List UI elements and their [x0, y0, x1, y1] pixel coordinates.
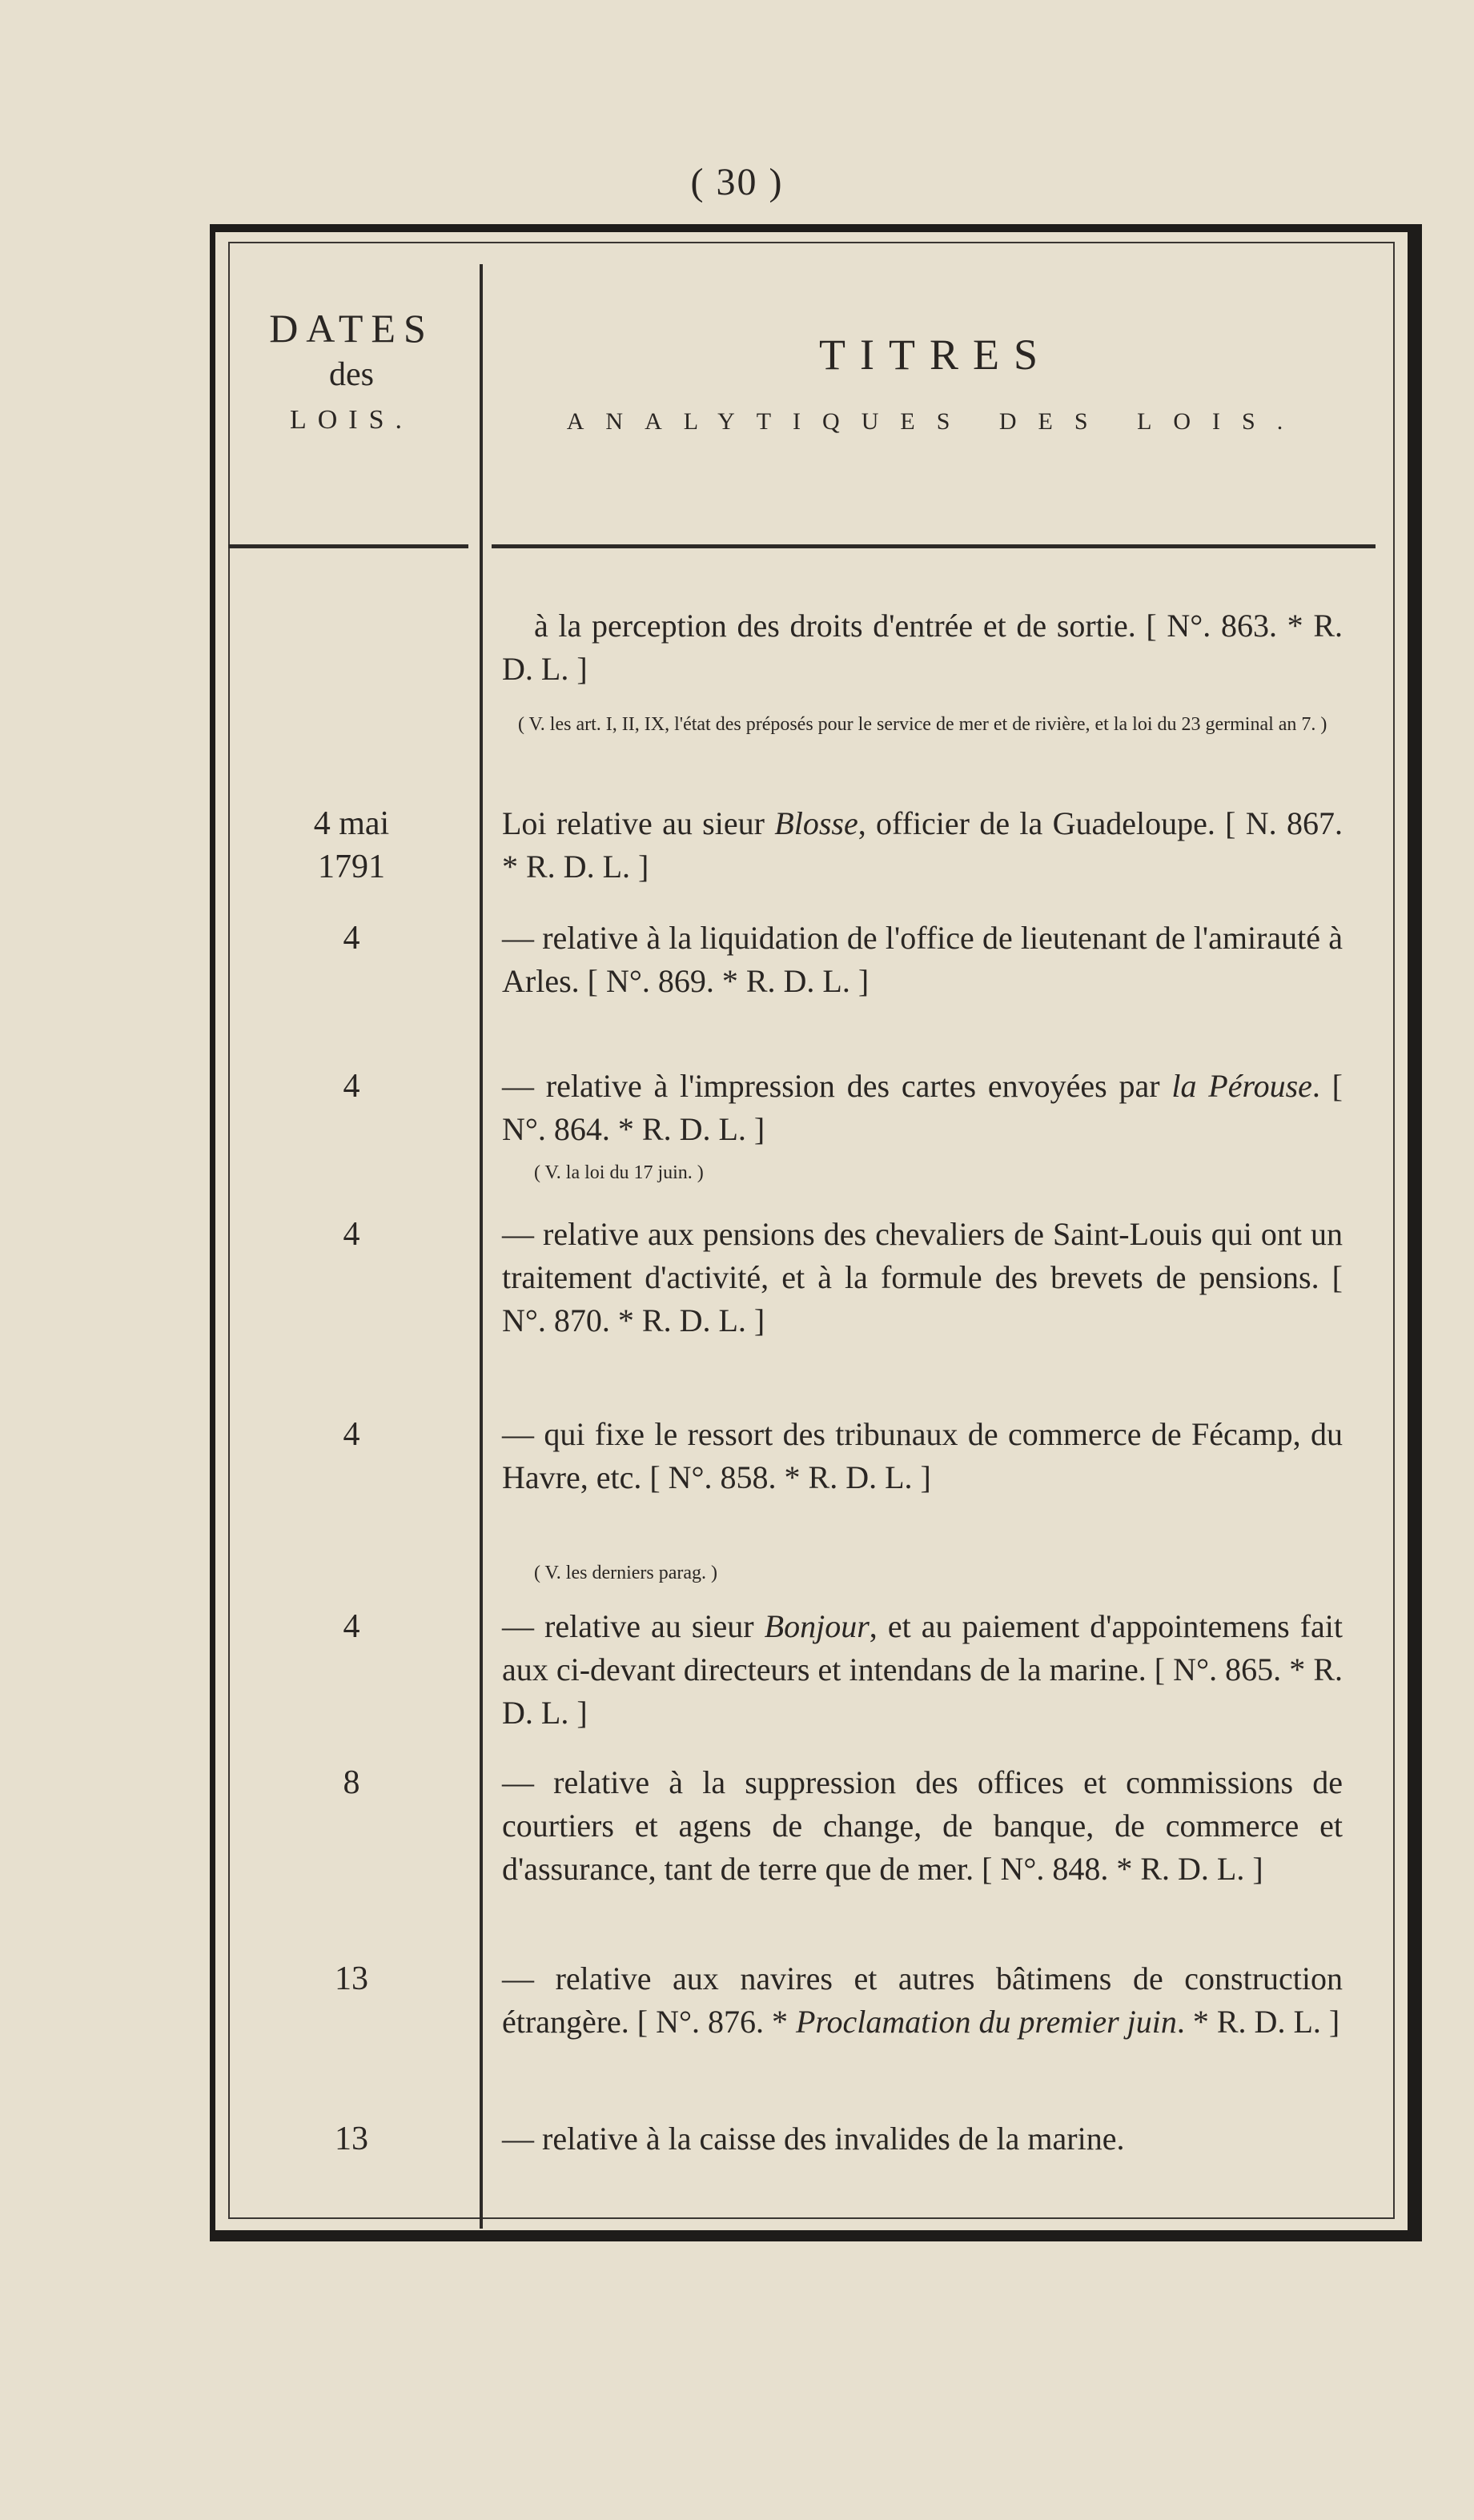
entry-text [502, 1957, 1343, 2044]
dates-column-header [231, 304, 472, 440]
entry-text: — relative à la liquidation de l'office de lieutenant de l'amirauté à Arles. [ N°. 869. * R. D. L. ] [502, 920, 1343, 999]
entry-text: — relative à la suppression des offices et commissions de courtiers et agens de change, de banque, de commerce et d'assurance, tant de terre que de mer. [ N°. 848. * R. D. L. ] [502, 1764, 1343, 1887]
table-frame [210, 224, 1422, 2241]
titles-header-line1: TITRES [819, 331, 1052, 379]
entry-date-year: 1791 [318, 849, 385, 885]
entry-text-italic: la Pérouse [1171, 1068, 1312, 1104]
column-divider [480, 264, 483, 2229]
entry-date: 4 [343, 920, 360, 957]
dates-header-line1: DATES [269, 306, 434, 351]
dates-header-line2: des [329, 356, 374, 393]
entry-text-italic: Blosse [774, 805, 858, 841]
entry-date: 8 [343, 1764, 360, 1801]
entry-text [502, 802, 1343, 889]
entry-text: — relative aux pensions des chevaliers de Saint-Louis qui ont un traitement d'activité, et à la formule des brevets de pensions. [ N°. 870. * R. D. L. ] [502, 1216, 1343, 1338]
entry-text-part: , officier de la Guadeloupe. [ N. 867. * R. D. L. ] [502, 805, 1343, 885]
entry-text: à la perception des droits d'entrée et de sortie. [ N°. 863. * R. D. L. ] [502, 608, 1343, 687]
entry-date: 4 [343, 1216, 360, 1253]
header-rule-right [492, 544, 1376, 548]
entry-text [502, 1605, 1343, 1735]
titles-column-header [496, 328, 1376, 442]
page-number: ( 30 ) [690, 161, 784, 203]
entry-date: 13 [335, 1960, 368, 1997]
entry-text-part: Loi relative au sieur [502, 805, 775, 841]
entry-date [231, 802, 472, 889]
header-rule-left [228, 544, 468, 548]
entry-text: — relative à la caisse des invalides de la marine. [502, 2121, 1125, 2157]
entry-text-part: . * R. D. L. ] [1176, 2004, 1340, 2040]
entry-date-day: 4 mai [313, 805, 390, 842]
entry-note: ( V. la loi du 17 juin. ) [534, 1162, 704, 1183]
entry-date: 13 [335, 2121, 368, 2157]
entry-text-italic: Bonjour [764, 1608, 870, 1644]
entry-text [502, 1065, 1343, 1151]
entry-date: 4 [343, 1416, 360, 1453]
entry-text-part: — relative aux navires et autres bâtimens de construction étrangère. [ N°. 876. * [502, 1960, 1343, 2040]
entry-text-part: . [ N°. 864. * R. D. L. ] [502, 1068, 1343, 1147]
entry-text-part: — relative au sieur [502, 1608, 765, 1644]
entry-note: ( V. les derniers parag. ) [534, 1563, 718, 1583]
entry-date: 4 [343, 1068, 360, 1105]
entry-text: — qui fixe le ressort des tribunaux de commerce de Fécamp, du Havre, etc. [ N°. 858. * R. D. L. ] [502, 1416, 1343, 1495]
entry-text-part: — relative à l'impression des cartes envoyées par [502, 1068, 1172, 1104]
entry-date: 4 [343, 1608, 360, 1645]
titles-header-line2: ANALYTIQUES DES LOIS. [566, 408, 1305, 435]
entry-text-part: , et au paiement d'appointemens fait aux ci-devant directeurs et intendans de la marine. [ N°. 865. * R. D. L. ] [502, 1608, 1343, 1731]
dates-header-line3: LOIS. [289, 405, 414, 435]
entry-note: ( V. les art. I, II, IX, l'état des préposés pour le service de mer et de rivière, et la loi du 23 germinal an 7. ) [518, 714, 1327, 735]
entry-text-italic: Proclamation du premier juin [795, 2004, 1177, 2040]
